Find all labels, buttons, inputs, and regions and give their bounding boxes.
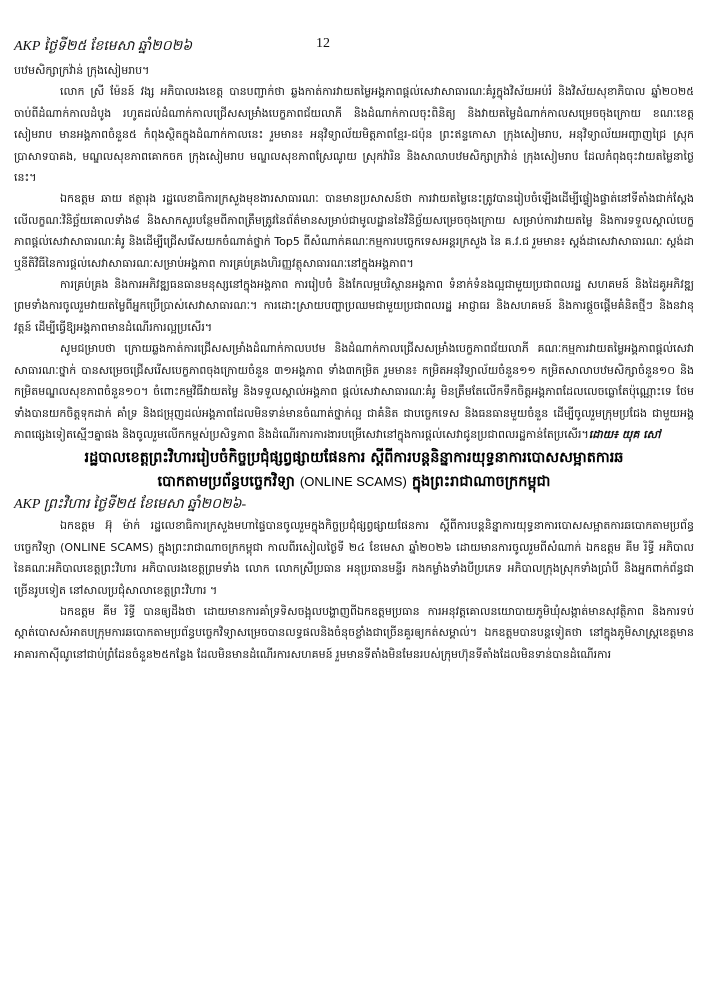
article-title-line2	[14, 470, 694, 494]
title-english: (ONLINE SCAMS)	[299, 474, 407, 490]
article-preah-vihear	[14, 447, 694, 665]
page-number: 12	[316, 36, 330, 51]
page-body	[14, 60, 694, 665]
paragraph-continuation: បឋមសិក្សាក្រវ៉ាន់ ក្រុងសៀមរាប។	[14, 64, 150, 77]
paragraph: ឯកឧត្តម អ៊ុ ម៉ាក់ រដ្ឋលេខាធិការក្រសួងមហាផ្ទៃបានចូលរួមក្នុងកិច្ចប្រជុំផ្សព្វផ្សាយផែនការ ស្តីពីការបន្តនិន្នាការយុទ្ធនាការបោសសម្អាតការឆបោកតាមប្រព័ន្ធបច្ចេកវិទ្យា (ONLINE SCAMS) ក្នុងព្រះរាជាណាចក្រកម្ពុជា កាលពីរសៀលថ្ងៃទី ២៤ ខែមេសា ឆ្នាំ២០២៦ ដោយមានការចូលរួមពីសំណាក់ ឯកឧត្តម គីម រិទ្ធី អភិបាលនៃគណៈអភិបាលខេត្តព្រះវិហារ អភិបាលរងខេត្តព្រមទាំង លោក លោកស្រីប្រធាន អនុប្រធានមន្ទីរ កងកម្លាំងទាំងបីប្រភេទ អភិបាលក្រុងស្រុកទាំងប្រាំបី និងអ្នកពាក់ព័ន្ធជាច្រើនរូបទៀត នៅសាលប្រជុំសាលាខេត្តព្រះវិហារ ។	[14, 519, 694, 597]
title-khmer-pre: បោកតាមប្រព័ន្ធបច្ចេកវិទ្យា	[157, 474, 295, 491]
paragraph-text: សូមជម្រាបថា ក្រោយឆ្លងកាត់ការជ្រើសសម្រាំងដំណាក់កាលបឋម និងដំណាក់កាលជ្រើសសម្រាំងបេក្ខភាពជ័យលាភី គណៈកម្មការវាយតម្លៃអង្គភាពផ្តល់សេវាសាធារណៈថ្នាក់ បានសម្រេចជ្រើសរើសបេក្ខភាពចុងក្រោយចំនួន ៣១អង្គភាព ទាំង៣កម្រិត រួមមាន៖ កម្រិតអនុវិទ្យាល័យចំនួន១១ កម្រិតសាលាបឋមសិក្សាចំនួន១០ និងកម្រិតមណ្ឌលសុខភាពចំនួន១០។ ចំពោះកម្មវិធីវាយតម្លៃ និងទទួលស្គាល់អង្គភាព ផ្តល់សេវាសាធារណៈគំរូ មិនត្រឹមតែលើកទឹកចិត្តអង្គភាពដែលលេចធ្លោតែប៉ុណ្ណោះទេ ថែមទាំងបានយកចិត្តទុកដាក់ គាំទ្រ និងជម្រុញដល់អង្គភាពដែលមិនទាន់មានចំណាត់ថ្នាក់ល្អ ជាគំនិត ជាបច្ចេកទេស និងធនធានមួយចំនួន ដើម្បីចូលរួមក្រុមប្រជែង ជាមួយអង្គភាពផ្សេងទៀតស្មើៗគ្នាផង និងចូលរួមលើកកម្ពស់ប្រសិទ្ធភាព និងដំណើរការការងារបម្រើសេវានៅក្នុងការផ្តល់សេវាជូនប្រជាពលរដ្ឋកាន់តែប្រសើរ។	[14, 342, 694, 441]
article-dateline: AKP ព្រះវិហារ ថ្ងៃទី២៥ ខែមេសា ឆ្នាំ២០២៦-	[14, 497, 247, 513]
article-title-line1: រដ្ឋបាលខេត្តព្រះវិហាររៀបចំកិច្ចប្រជុំផ្សព្វផ្សាយផែនការ ស្តីពីការបន្តនិន្នាការយុទ្ធនាការបោសសម្អាតការឆ	[84, 450, 624, 467]
article-siem-reap	[14, 60, 694, 445]
paragraph: ការគ្រប់គ្រង និងការអភិវឌ្ឍធនធានមនុស្សនៅក្នុងអង្គភាព ការរៀបចំ និងកែលម្អបរិស្ថានអង្គភាព ទំនាក់ទំនងល្អជាមួយប្រជាពលរដ្ឋ សហគមន៍ និងដៃគូអភិវឌ្ឍ ព្រមទាំងការចូលរួមវាយតម្លៃពីអ្នកប្រើប្រាស់សេវាសាធារណៈ។ ការដោះស្រាយបញ្ហាប្រឈមជាមួយប្រជាពលរដ្ឋ អាជ្ញាធរ និងសហគមន៍ និងការផ្តួចផ្តើមគំនិតថ្មីៗ និងនវានុវត្តន៍ ដើម្បីធ្វើឱ្យអង្គភាពមានដំណើរការល្អប្រសើរ។	[14, 278, 694, 334]
header-dateline: AKP ថ្ងៃទី២៥ ខែមេសា ឆ្នាំ២០២៦	[14, 39, 193, 54]
paragraph	[14, 338, 694, 445]
author-byline: ដោយ៖ យុគ សៅ	[588, 427, 661, 441]
paragraph: ឯកឧត្តម គីម រិទ្ធី បានឲ្យដឹងថា ដោយមានការគាំទ្រទិសចង្អុលបង្ហាញពីឯកឧត្តមប្រធាន ការអនុវត្តគោលនយោបាយភូមិឃុំសង្កាត់មានសុវត្ថិភាព និងការទប់ស្កាត់បោសសំអាតបក្រុមការឆបោកតាមប្រព័ន្ធបច្ចេកវិទ្យាសម្រេចបានលទ្ធផលនិងចំនុចខ្លាំងជាច្រើនគួរឲ្យកត់សម្គាល់។ ឯកឧត្តមបានបន្តទៀតថា នៅក្នុងភូមិសាស្ត្រខេត្តមានអាគារកាស៊ីណូនៅជាប់ព្រំដែនចំនួន២៥កន្លែង ដែលមិនមានដំណើរការសហគមន៍ រួមមានទីតាំងមិនមែនរបស់ក្រុមហ៊ុនទីតាំងដែលមិនទាន់បានដំណើរការ	[14, 604, 694, 661]
article-title	[14, 447, 694, 494]
page-header	[14, 36, 694, 54]
title-khmer-post: ក្នុងព្រះរាជាណាចក្រកម្ពុជា	[411, 474, 551, 491]
paragraph: ឯកឧត្តម ឆាយ ឥត្ថារុង រដ្ឋលេខាធិការក្រសួងមុខងារសាធារណៈ បានមានប្រសាសន៍ថា ការវាយតម្លៃនេះត្រូវបានរៀបចំឡើងដើម្បីផ្ទៀងផ្ទាត់នៅទីតាំងជាក់ស្តែង លើលក្ខណៈវិនិច្ឆ័យគោលទាំង៨ និងសាកសួរបន្ថែមពីភាពត្រឹមត្រូវនៃព័ត៌មានសម្រាប់ជាមូលដ្ឋាននៃវិនិច្ឆ័យសម្រេចចុងក្រោយ សម្រាប់ការវាយតម្លៃ និងការទទួលស្គាល់បេក្ខភាពផ្តល់សេវាសាធារណៈគំរូ និងដើម្បីជ្រើសរើសយកចំណាត់ថ្នាក់ Top5 ពីសំណាក់គណៈកម្មការបច្ចេកទេសអន្តរក្រសួង នៃ គ.វ.ជ រួមមាន៖ ស្តង់ដាសេវាសាធារណៈ ស្តង់ដា ឬនីតិវិធីនៃការផ្តល់សេវាសាធារណៈសម្រាប់អង្គភាព ការគ្រប់គ្រងហិរញ្ញវត្ថុសាធារណៈនៅក្នុងអង្គភាព។	[14, 192, 694, 270]
paragraph: លោក ស្រី ម៉ែនន៍ វង្ស អភិបាលរងខេត្ត បានបញ្ជាក់ថា ឆ្លងកាត់ការវាយតម្លៃអង្គភាពផ្តល់សេវាសាធារណៈគំរូក្នុងវិស័យអប់រំ និងវិស័យសុខាភិបាល ឆ្នាំ២០២៥ ចាប់ពីដំណាក់កាលដំបូង រហូតដល់ដំណាក់កាលជ្រើសសម្រាំងបេក្ខភាពជ័យលាភី និងដំណាក់កាលចុះពិនិត្យ និងវាយតម្លៃដំណាក់កាលសម្រេចចុងក្រោយ ខណៈខេត្តសៀមរាប មានអង្គភាពចំនួន៥ កំពុងស្ថិតក្នុងដំណាក់កាលនេះ រួមមាន៖ អនុវិទ្យាល័យមិត្តភាពខ្មែរ-ជប៉ុន ព្រះឥន្ទកោសា ក្រុងសៀមរាប, អនុវិទ្យាល័យអញ្ចាញជ្រៃ ស្រុកប្រាសាទបាគង, មណ្ឌលសុខភាពគោកចក ក្រុងសៀមរាប មណ្ឌលសុខភាពស្រែណូយ ស្រុកវ៉ារិន និងសាលាបឋមសិក្សាក្រវ៉ាន់ ក្រុងសៀមរាប ដែលកំពុងចុះវាយតម្លៃនាថ្ងៃនេះ។	[14, 85, 694, 185]
